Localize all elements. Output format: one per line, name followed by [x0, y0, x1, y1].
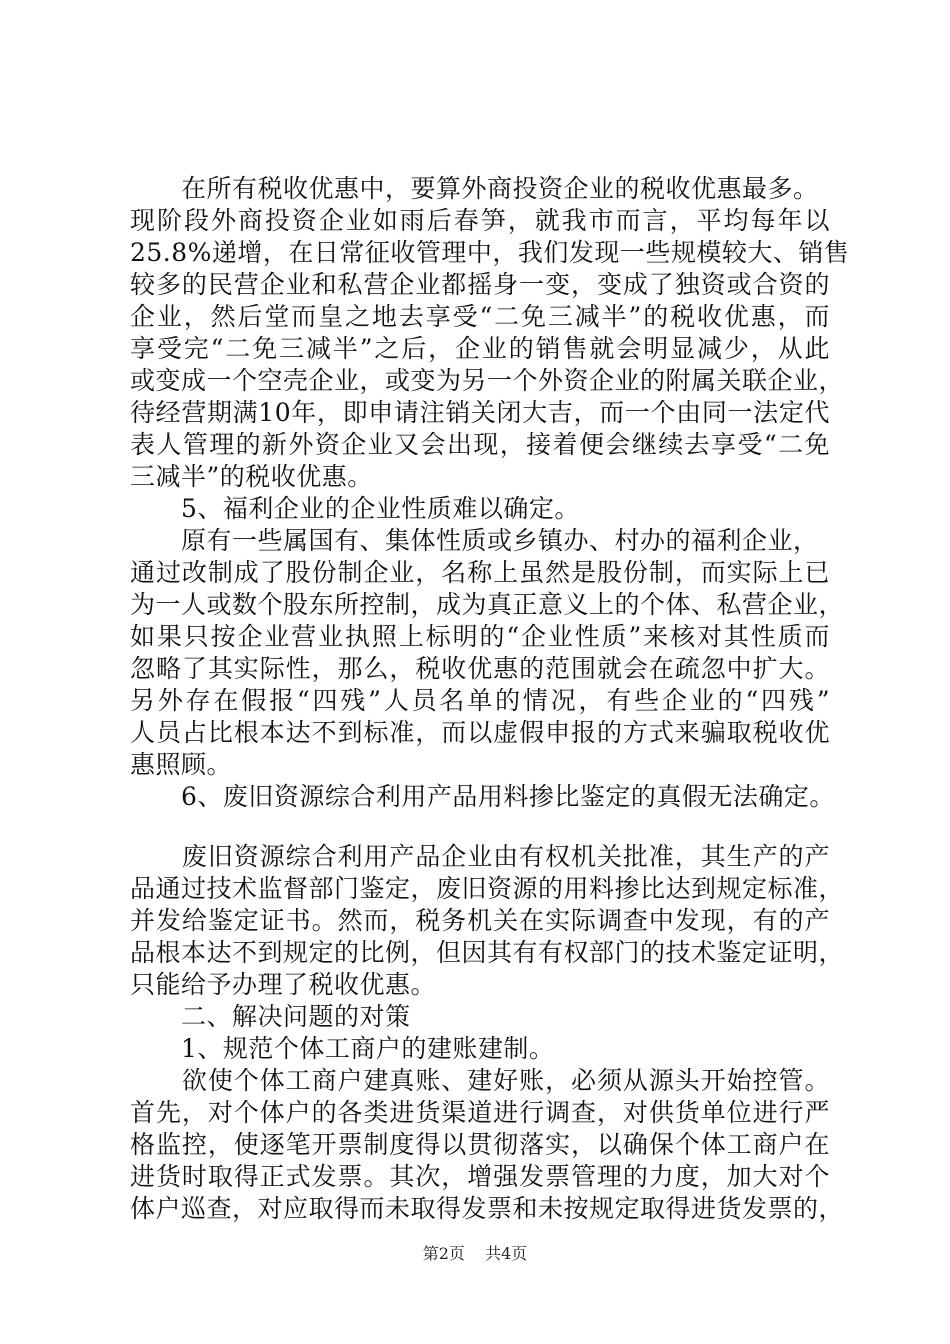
page-total: 共4页	[485, 1244, 528, 1263]
text-line: 6、废旧资源综合利用产品用料掺比鉴定的真假无法确定。	[130, 782, 835, 811]
text-line: 通过改制成了股份制企业，名称上虽然是股份制，而实际上已	[130, 558, 830, 587]
text-line: 25.8%递增，在日常征收管理中，我们发现一些规模较大、销售	[130, 238, 850, 267]
text-line: 1、规范个体工商户的建账建制。	[130, 1034, 555, 1063]
text-line: 享受完“二免三减半”之后，企业的销售就会明显减少，从此	[130, 334, 830, 363]
text-line: 废旧资源综合利用产品企业由有权机关批准，其生产的产	[130, 842, 830, 871]
text-line: 并发给鉴定证书。然而，税务机关在实际调查中发现，有的产	[130, 906, 830, 935]
text-line: 欲使个体工商户建真账、建好账，必须从源头开始控管。	[130, 1066, 830, 1095]
text-line: 原有一些属国有、集体性质或乡镇办、村办的福利企业，	[130, 526, 819, 555]
text-line: 企业，然后堂而皇之地去享受“二免三减半”的税收优惠，而	[130, 302, 830, 331]
text-line: 另外存在假报“四残”人员名单的情况，有些企业的“四残”	[130, 686, 830, 715]
text-line: 为一人或数个股东所控制，成为真正意义上的个体、私营企业，	[130, 590, 845, 619]
text-line: 三减半”的税收优惠。	[130, 462, 373, 491]
text-line: 只能给予办理了税收优惠。	[130, 970, 437, 999]
text-line: 5、福利企业的企业性质难以确定。	[130, 494, 580, 523]
text-line: 进货时取得正式发票。其次，增强发票管理的力度，加大对个	[130, 1162, 830, 1191]
text-line: 在所有税收优惠中，要算外商投资企业的税收优惠最多。	[130, 174, 819, 203]
text-line: 表人管理的新外资企业又会出现，接着便会继续去享受“二免	[130, 430, 830, 459]
text-line: 如果只按企业营业执照上标明的“企业性质”来核对其性质而	[130, 622, 830, 651]
text-line: 现阶段外商投资企业如雨后春笋，就我市而言，平均每年以	[130, 206, 830, 235]
text-line: 二、解决问题的对策	[130, 1002, 411, 1031]
text-line: 格监控，使逐笔开票制度得以贯彻落实，以确保个体工商户在	[130, 1130, 830, 1159]
text-line: 忽略了其实际性，那么，税收优惠的范围就会在疏忽中扩大。	[130, 654, 830, 683]
page-footer	[0, 1244, 950, 1264]
text-line: 较多的民营企业和私营企业都摇身一变，变成了独资或合资的	[130, 270, 830, 299]
text-line: 体户巡查，对应取得而未取得发票和未按规定取得进货发票的，	[130, 1194, 845, 1223]
text-line: 或变成一个空壳企业，或变为另一个外资企业的附属关联企业，	[130, 366, 845, 395]
text-line: 首先，对个体户的各类进货渠道进行调查，对供货单位进行严	[130, 1098, 830, 1127]
text-line: 品通过技术监督部门鉴定，废旧资源的用料掺比达到规定标准，	[130, 874, 845, 903]
text-line: 品根本达不到规定的比例，但因其有有权部门的技术鉴定证明，	[130, 938, 845, 967]
page-number: 第2页	[422, 1244, 465, 1263]
text-line: 惠照顾。	[130, 750, 233, 779]
text-line: 人员占比根本达不到标准，而以虚假申报的方式来骗取税收优	[130, 718, 830, 747]
text-line: 待经营期满10年，即申请注销关闭大吉，而一个由同一法定代	[130, 398, 830, 427]
